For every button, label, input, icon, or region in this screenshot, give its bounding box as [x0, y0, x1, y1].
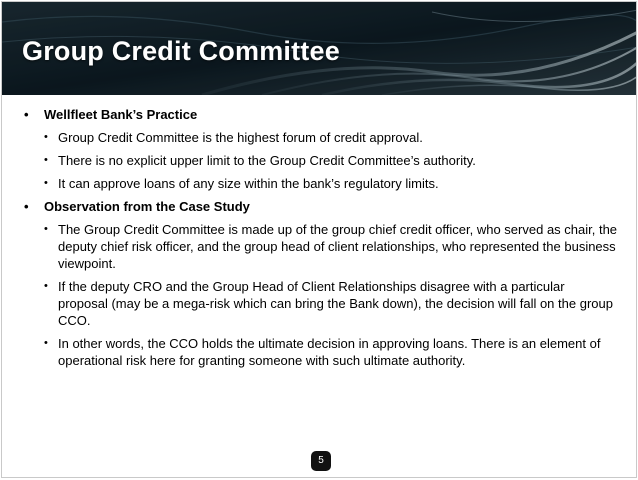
bullet-heading-practice — [24, 106, 618, 123]
slide — [1, 1, 637, 478]
bullet-icon: • — [44, 337, 48, 349]
list-item — [24, 278, 618, 329]
list-item — [24, 335, 618, 369]
bullet-list — [24, 106, 618, 375]
list-item-text: There is no explicit upper limit to the Group Credit Committee’s authority. — [58, 153, 476, 168]
list-item-text: In other words, the CCO holds the ultimate decision in approving loans. There is an element of operational risk here for granting someone with such ultimate authority. — [58, 336, 601, 368]
list-item — [24, 152, 618, 169]
list-item — [24, 175, 618, 192]
title-banner — [2, 2, 636, 95]
list-item-text: If the deputy CRO and the Group Head of Client Relationships disagree with a particular proposal (may be a mega-risk which can bring the Bank down), the decision will fall on the group CCO. — [58, 279, 613, 328]
list-item — [24, 129, 618, 146]
bullet-icon: • — [44, 223, 48, 235]
list-item-text: Group Credit Committee is the highest forum of credit approval. — [58, 130, 423, 145]
list-item — [24, 221, 618, 272]
bullet-icon: • — [44, 280, 48, 292]
bullet-heading-label: Observation from the Case Study — [44, 199, 250, 214]
bullet-icon: • — [44, 131, 48, 143]
bullet-icon: • — [44, 154, 48, 166]
bullet-heading-observation — [24, 198, 618, 215]
list-item-text: It can approve loans of any size within the bank’s regulatory limits. — [58, 176, 439, 191]
bullet-icon: • — [44, 177, 48, 189]
list-item-text: The Group Credit Committee is made up of the group chief credit officer, who served as chair, the deputy chief risk officer, and the group head of client relationships, who represented the business viewpoint. — [58, 222, 618, 271]
bullet-heading-label: Wellfleet Bank’s Practice — [44, 107, 198, 122]
page-number-badge: 5 — [311, 451, 331, 471]
bullet-icon: • — [24, 199, 29, 214]
bullet-icon: • — [24, 107, 29, 122]
slide-title: Group Credit Committee — [22, 36, 340, 66]
